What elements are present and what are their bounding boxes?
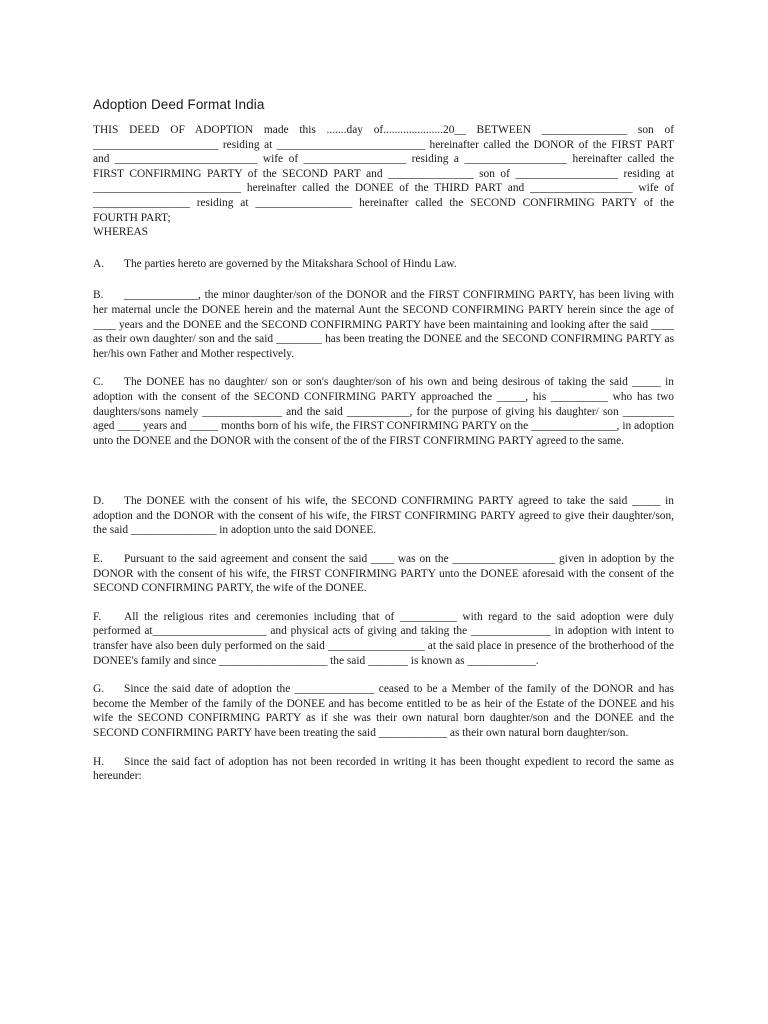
clause-label: C.: [93, 376, 104, 389]
clause-text: _____________, the minor daughter/son of the DONOR and the FIRST CONFIRMING PARTY, has been living with her maternal uncle the DONEE herein and the maternal Aunt the SECOND CONFIRMING PARTY herein since the age of ____ years and the DONEE and the SECOND CONFIRMING PARTY have been maintaining and looking after the said ____ as their own daughter/ son and the said ________ has been treating the DONEE and the SECOND CONFIRMING PARTY as her/his own Father and Mother respectively.: [93, 289, 674, 360]
clause-label: F.: [93, 610, 102, 623]
clause-label: E.: [93, 553, 103, 566]
document-title: Adoption Deed Format India: [93, 97, 265, 112]
clause-label: D.: [93, 495, 105, 508]
clause-g: [93, 682, 674, 740]
clause-f: [93, 610, 674, 668]
clause-e: [93, 552, 674, 596]
clause-text: Since the said date of adoption the ______________ ceased to be a Member of the family of the DONOR and has become the Member of the family of the DONEE and has become entitled to be as heir of the Estate of the DONEE and his wife the SECOND CONFIRMING PARTY as if she was their own natural born daughter/son and the DONEE and the SECOND CONFIRMING PARTY have been treating the said ____________ as their own natural born daughter/son.: [93, 683, 674, 739]
clause-h: [93, 755, 674, 784]
clause-text: Since the said fact of adoption has not been recorded in writing it has been thought expedient to record the same as hereunder:: [93, 755, 674, 783]
clause-d: [93, 494, 674, 538]
clause-label: H.: [93, 755, 105, 768]
clause-text: The parties hereto are governed by the Mitakshara School of Hindu Law.: [124, 257, 457, 270]
document-page: [93, 97, 674, 784]
clause-a: [93, 257, 674, 272]
intro-paragraph: THIS DEED OF ADOPTION made this .......day of.....................20__ BETWEEN _______________ son of ______________________ residing at __________________________ hereinafter called the DONOR of the FIRST PART and _________________________ wife of __________________ residing a __________________ hereinafter called the FIRST CONFIRMING PARTY of the SECOND PART and _______________ son of __________________ residing at __________________________ hereinafter called the DONEE of the THIRD PART and __________________ wife of _________________ residing at _________________ hereinafter called the SECOND CONFIRMING PARTY of the FOURTH PART;: [93, 124, 674, 224]
clause-text: Pursuant to the said agreement and consent the said ____ was on the __________________ given in adoption by the DONOR with the consent of his wife, the FIRST CONFIRMING PARTY unto the DONEE aforesaid with the consent of the SECOND CONFIRMING PARTY, the wife of the DONEE.: [93, 553, 674, 595]
whereas-heading: WHEREAS: [93, 226, 149, 239]
clause-text: All the religious rites and ceremonies including that of __________ with regard to the said adoption were duly performed at____________________ and physical acts of giving and taking the ______________ in adoption with intent to transfer have also been duly performed on the said _________________ at the said place in presence of the brotherhood of the DONEE's family and since ___________________ the said _______ is known as ____________.: [93, 610, 674, 667]
clause-text: The DONEE has no daughter/ son or son's daughter/son of his own and being desirous of taking the said _____ in adoption with the consent of the SECOND CONFIRMING PARTY approached the _____, his __________ who has two daughters/sons namely ______________ and the said ___________, for the purpose of giving his daughter/ son _________ aged ____ years and _____ months born of his wife, the FIRST CONFIRMING PARTY on the _______________, in adoption unto the DONEE and the DONOR with the consent of the of the FIRST CONFIRMING PARTY agreed to the same.: [93, 376, 674, 447]
clause-label: B.: [93, 289, 104, 302]
clause-b: [93, 288, 674, 361]
clause-label: G.: [93, 683, 105, 696]
clause-c: [93, 375, 674, 448]
clause-text: The DONEE with the consent of his wife, the SECOND CONFIRMING PARTY agreed to take the said _____ in adoption and the DONOR with the consent of his wife, the FIRST CONFIRMING PARTY agreed to give their daughter/son, the said _______________ in adoption unto the said DONEE.: [93, 495, 674, 537]
clause-label: A.: [93, 257, 105, 270]
